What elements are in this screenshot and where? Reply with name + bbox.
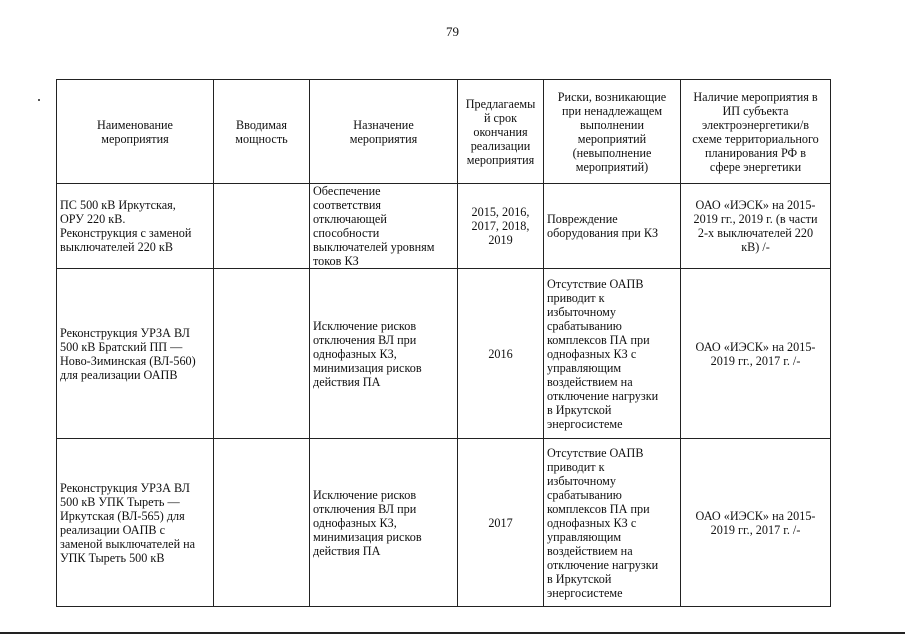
cell-text-line: Повреждение <box>547 212 618 226</box>
cell-text-line: энергосистеме <box>547 585 623 600</box>
cell-text-line: 500 кВ УПК Тыреть — <box>60 494 180 509</box>
cell-text-line: 2016 <box>488 346 513 361</box>
cell-text-line: 500 кВ Братский ПП — <box>60 339 183 354</box>
cell-text-line: минимизация рисков <box>313 529 422 544</box>
measures-table <box>56 79 831 607</box>
cell-text-line: однофазных КЗ, <box>313 346 397 361</box>
cell-presence <box>681 184 831 269</box>
cell-text-line: Ново-Зиминская (ВЛ-560) <box>60 353 196 368</box>
cell-text-line: оборудования при КЗ <box>547 226 659 240</box>
cell-text-line: реализации ОАПВ с <box>60 522 165 537</box>
cell-power <box>214 184 310 269</box>
cell-text-line: воздействием на <box>547 374 633 389</box>
scan-mark <box>38 99 40 101</box>
cell-text-line: 2015, 2016, <box>471 205 530 219</box>
cell-name <box>57 184 214 269</box>
cell-text-line: однофазных КЗ, <box>313 515 397 530</box>
cell-name <box>57 439 214 607</box>
cell-text-line: для реализации ОАПВ <box>60 367 178 382</box>
cell-text-line: 2019 гг., 2017 г. /- <box>710 353 801 368</box>
cell-text-line: й срок <box>483 110 518 125</box>
cell-text-line: токов КЗ <box>313 254 359 268</box>
cell-term <box>458 184 544 269</box>
cell-text-line: 2019 <box>488 233 513 247</box>
page-bottom-edge <box>0 632 905 634</box>
header-term <box>458 80 544 184</box>
cell-text-line: отключения ВЛ при <box>313 332 417 347</box>
cell-text-line: однофазных КЗ с <box>547 515 637 530</box>
cell-purpose <box>310 439 458 607</box>
cell-text-line: окончания <box>473 124 528 139</box>
cell-presence <box>681 269 831 439</box>
cell-text-line: ПС 500 кВ Иркутская, <box>60 198 176 212</box>
cell-risks <box>544 184 681 269</box>
cell-text-line: заменой выключателей на <box>60 536 196 551</box>
cell-text-line: отключающей <box>313 212 387 226</box>
cell-purpose <box>310 184 458 269</box>
cell-text-line: Реконструкция УРЗА ВЛ <box>60 325 190 340</box>
cell-text-line: выполнении <box>580 117 644 132</box>
cell-risks <box>544 439 681 607</box>
cell-text-line: отключение нагрузки <box>547 388 659 403</box>
cell-text-line: 2019 гг., 2017 г. /- <box>710 522 801 537</box>
cell-text-line: ОАО «ИЭСК» на 2015- <box>695 508 816 523</box>
cell-text-line: ИП субъекта <box>722 103 789 118</box>
cell-text-line: отключения ВЛ при <box>313 501 417 516</box>
cell-text-line: Наименование <box>97 117 173 132</box>
header-purpose <box>310 80 458 184</box>
cell-text-line: способности <box>313 226 380 240</box>
cell-power <box>214 439 310 607</box>
cell-text-line: Исключение рисков <box>313 487 417 502</box>
cell-text-line: однофазных КЗ с <box>547 346 637 361</box>
cell-text-line: Иркутская (ВЛ-565) для <box>60 508 185 523</box>
cell-text-line: ОАО «ИЭСК» на 2015- <box>695 339 816 354</box>
cell-text-line: Вводимая <box>236 117 287 132</box>
cell-text-line: Реконструкция УРЗА ВЛ <box>60 480 190 495</box>
cell-power <box>214 269 310 439</box>
cell-text-line: комплексов ПА при <box>547 501 650 516</box>
cell-text-line: Наличие мероприятия в <box>693 89 818 104</box>
cell-text-line: реализации <box>470 138 531 153</box>
cell-text-line: 2-х выключателей 220 <box>697 226 814 240</box>
header-presence <box>681 80 831 184</box>
cell-text-line: Риски, возникающие <box>557 89 667 104</box>
cell-text-line: избыточному <box>547 473 616 488</box>
cell-text-line: воздействием на <box>547 543 633 558</box>
cell-text-line: мероприятий) <box>575 159 649 174</box>
cell-text-line: ОРУ 220 кВ. <box>60 212 126 226</box>
cell-text-line: Отсутствие ОАПВ <box>547 445 644 460</box>
table-row <box>57 269 831 439</box>
cell-text-line: мероприятия <box>349 131 418 146</box>
cell-text-line: выключателей уровням <box>313 240 435 254</box>
cell-text-line: выключателей 220 кВ <box>60 240 173 254</box>
cell-name <box>57 269 214 439</box>
cell-text-line: в Иркутской <box>547 402 612 417</box>
cell-text-line: действия ПА <box>313 374 381 389</box>
cell-text-line: Отсутствие ОАПВ <box>547 276 644 291</box>
cell-text-line: действия ПА <box>313 543 381 558</box>
cell-text-line: Предлагаемы <box>465 96 536 111</box>
cell-text-line: мероприятия <box>466 152 535 167</box>
cell-text-line: при ненадлежащем <box>561 103 663 118</box>
cell-text-line: избыточному <box>547 304 616 319</box>
cell-risks <box>544 269 681 439</box>
page-number: 79 <box>446 24 459 39</box>
cell-text-line: мероприятия <box>101 131 169 146</box>
cell-text-line: минимизация рисков <box>313 360 422 375</box>
cell-text-line: схеме территориального <box>692 131 819 146</box>
cell-text-line: энергосистеме <box>547 416 623 431</box>
cell-text-line: приводит к <box>547 290 605 305</box>
cell-text-line: ОАО «ИЭСК» на 2015- <box>695 198 816 212</box>
cell-text-line: управляющим <box>547 360 622 375</box>
cell-text-line: соответствия <box>313 198 381 212</box>
table-row <box>57 184 831 269</box>
cell-text-line: электроэнергетики/в <box>701 117 809 132</box>
cell-text-line: мощность <box>235 131 288 146</box>
cell-purpose <box>310 269 458 439</box>
header-name <box>57 80 214 184</box>
cell-text-line: в Иркутской <box>547 571 612 586</box>
cell-text-line: управляющим <box>547 529 622 544</box>
cell-term <box>458 439 544 607</box>
cell-text-line: 2019 гг., 2019 г. (в части <box>693 212 818 226</box>
cell-text-line: мероприятий <box>577 131 647 146</box>
cell-text-line: Исключение рисков <box>313 318 417 333</box>
header-risks <box>544 80 681 184</box>
cell-text-line: (невыполнение <box>572 145 652 160</box>
cell-text-line: комплексов ПА при <box>547 332 650 347</box>
table-row <box>57 439 831 607</box>
cell-text-line: срабатыванию <box>547 318 622 333</box>
cell-text-line: планирования РФ в <box>705 145 806 160</box>
cell-text-line: Назначение <box>353 117 414 132</box>
header-power <box>214 80 310 184</box>
cell-text-line: УПК Тыреть 500 кВ <box>60 550 165 565</box>
cell-text-line: сфере энергетики <box>709 159 802 174</box>
cell-text-line: Обеспечение <box>313 184 381 198</box>
cell-text-line: 2017 <box>488 515 513 530</box>
cell-text-line: срабатыванию <box>547 487 622 502</box>
cell-text-line: 2017, 2018, <box>471 219 530 233</box>
cell-presence <box>681 439 831 607</box>
cell-text-line: Реконструкция с заменой <box>60 226 192 240</box>
cell-text-line: кВ) /- <box>741 240 770 254</box>
cell-text-line: отключение нагрузки <box>547 557 659 572</box>
header-row <box>57 80 831 184</box>
cell-term <box>458 269 544 439</box>
cell-text-line: приводит к <box>547 459 605 474</box>
